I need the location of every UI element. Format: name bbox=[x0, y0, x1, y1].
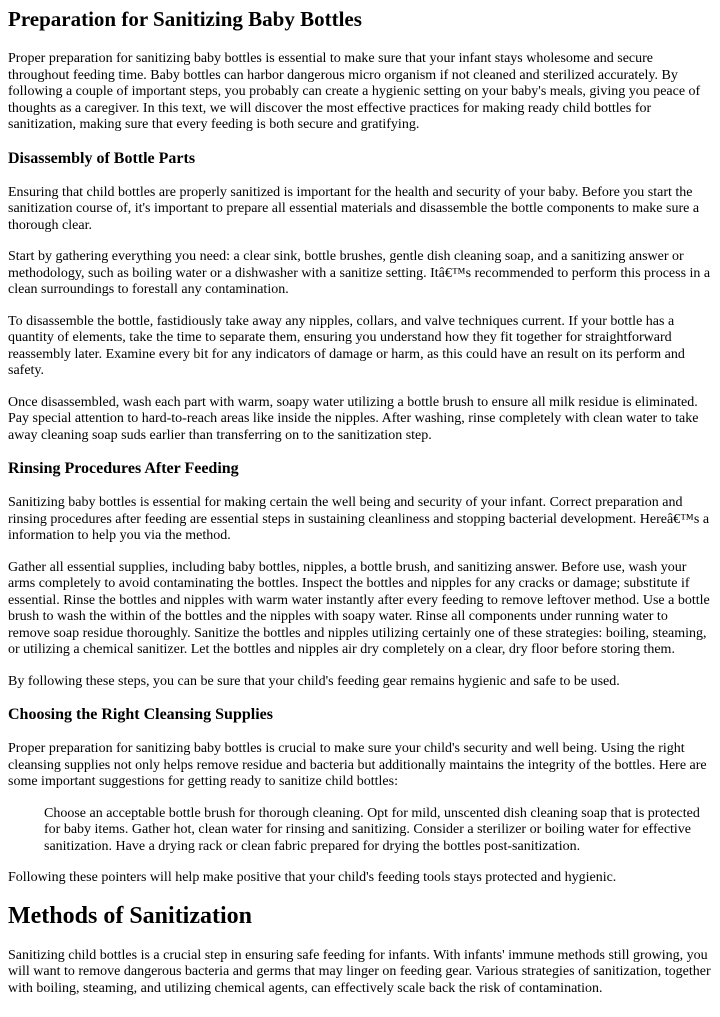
paragraph: Proper preparation for sanitizing baby bottles is crucial to make sure your child's security and well being. Using the right cleansing supplies not only helps remove residue and bacteria but additionally maintains the integrity of the bottles. Here are some important suggestions for getting ready to sanitize child bottles: bbox=[8, 741, 707, 789]
paragraph: By following these steps, you can be sure that your child's feeding gear remains hygienic and safe to be used. bbox=[8, 673, 620, 689]
paragraph: Ensuring that child bottles are properly sanitized is important for the health and security of your baby. Before you start the sanitization course of, it's important to prepare all essential materials and disassemble the bottle components to make sure a thorough clear. bbox=[8, 184, 700, 233]
paragraph: Once disassembled, wash each part with warm, soapy water utilizing a bottle brush to ensure all milk residue is eliminated. Pay special attention to hard-to-reach areas like inside the nipples. After washing, rinse completely with clean water to take away cleaning soap suds earlier than transferring on to the sanitization step. bbox=[8, 394, 699, 443]
section-heading-large: Methods of Sanitization bbox=[8, 902, 253, 929]
paragraph: Gather all essential supplies, including baby bottles, nipples, a bottle brush, and sanitizing answer. Before use, wash your arms completely to avoid contaminating the bottles. Inspect the bottles and nipples for any cracks or damage; substitute if essential. Rinse the bottles and nipples with warm water instantly after every feeding to remove leftover method. Use a bottle brush to wash the within of the bottles and the nipples with soapy water. Rinse all components under running water to remove soap residue thoroughly. Sanitize the bottles and nipples utilizing certainly one of these strategies: boiling, steaming, or utilizing a chemical sanitizer. Let the bottles and nipples air dry completely on a clear, dry floor before storing them. bbox=[8, 559, 710, 657]
page-title: Preparation for Sanitizing Baby Bottles bbox=[8, 7, 362, 31]
section-cleansing-supplies bbox=[8, 705, 712, 887]
section-methods bbox=[8, 902, 712, 998]
paragraph: Sanitizing baby bottles is essential for making certain the well being and security of your infant. Correct preparation and rinsing procedures after feeding are essential steps in sustaining cleanliness and stopping bacterial development. Hereâ€™s a information to help you via the method. bbox=[8, 495, 710, 543]
section-rinsing bbox=[8, 459, 712, 690]
section-heading: Disassembly of Bottle Parts bbox=[8, 149, 196, 167]
section-heading: Choosing the Right Cleansing Supplies bbox=[8, 706, 273, 723]
paragraph: To disassemble the bottle, fastidiously take away any nipples, collars, and valve techniques current. If your bottle has a quantity of elements, take the time to separate them, ensuring you understand how they fit together for straightforward reassembly later. Examine every bit for any indicators of damage or harm, as this could have an result on its perform and safety. bbox=[8, 313, 685, 378]
paragraph: Following these pointers will help make positive that your child's feeding tools stays protected and hygienic. bbox=[8, 870, 617, 885]
intro-paragraph: Proper preparation for sanitizing baby bottles is essential to make sure that your infant stays wholesome and secure throughout feeding time. Baby bottles can harbor dangerous micro organism if not cleaned and sterilized accurately. By following a couple of important steps, you probably can create a hygienic setting on your baby's meals, giving you peace of thoughts as a caregiver. In this text, we will discover the most effective practices for making ready child bottles for sanitization, making sure that every feeding is both secure and gratifying. bbox=[8, 51, 701, 132]
section-heading: Rinsing Procedures After Feeding bbox=[8, 460, 239, 477]
paragraph: Sanitizing child bottles is a crucial step in ensuring safe feeding for infants. With infants' immune methods still growing, you will want to remove dangerous bacteria and germs that may linger on feeding gear. Various strategies of sanitization, together with boiling, steaming, and utilizing chemical agents, can effectively scale back the risk of contamination. bbox=[8, 947, 711, 996]
paragraph: Start by gathering everything you need: a clear sink, bottle brushes, gentle dish cleaning soap, and a sanitizing answer or methodology, such as boiling water or a dishwasher with a sanitize setting. Itâ€™s recommended to perform this process in a clean surroundings to forestall any contamination. bbox=[8, 249, 711, 297]
section-disassembly bbox=[8, 149, 712, 445]
supplies-blockquote: Choose an acceptable bottle brush for thorough cleaning. Opt for mild, unscented dish cleaning soap that is protected for baby items. Gather hot, clean water for rinsing and sanitizing. Consider a sterilizer or boiling water for effective sanitization. Have a drying rack or clean fabric prepared for drying the bottles post-sanitization. bbox=[44, 805, 700, 854]
